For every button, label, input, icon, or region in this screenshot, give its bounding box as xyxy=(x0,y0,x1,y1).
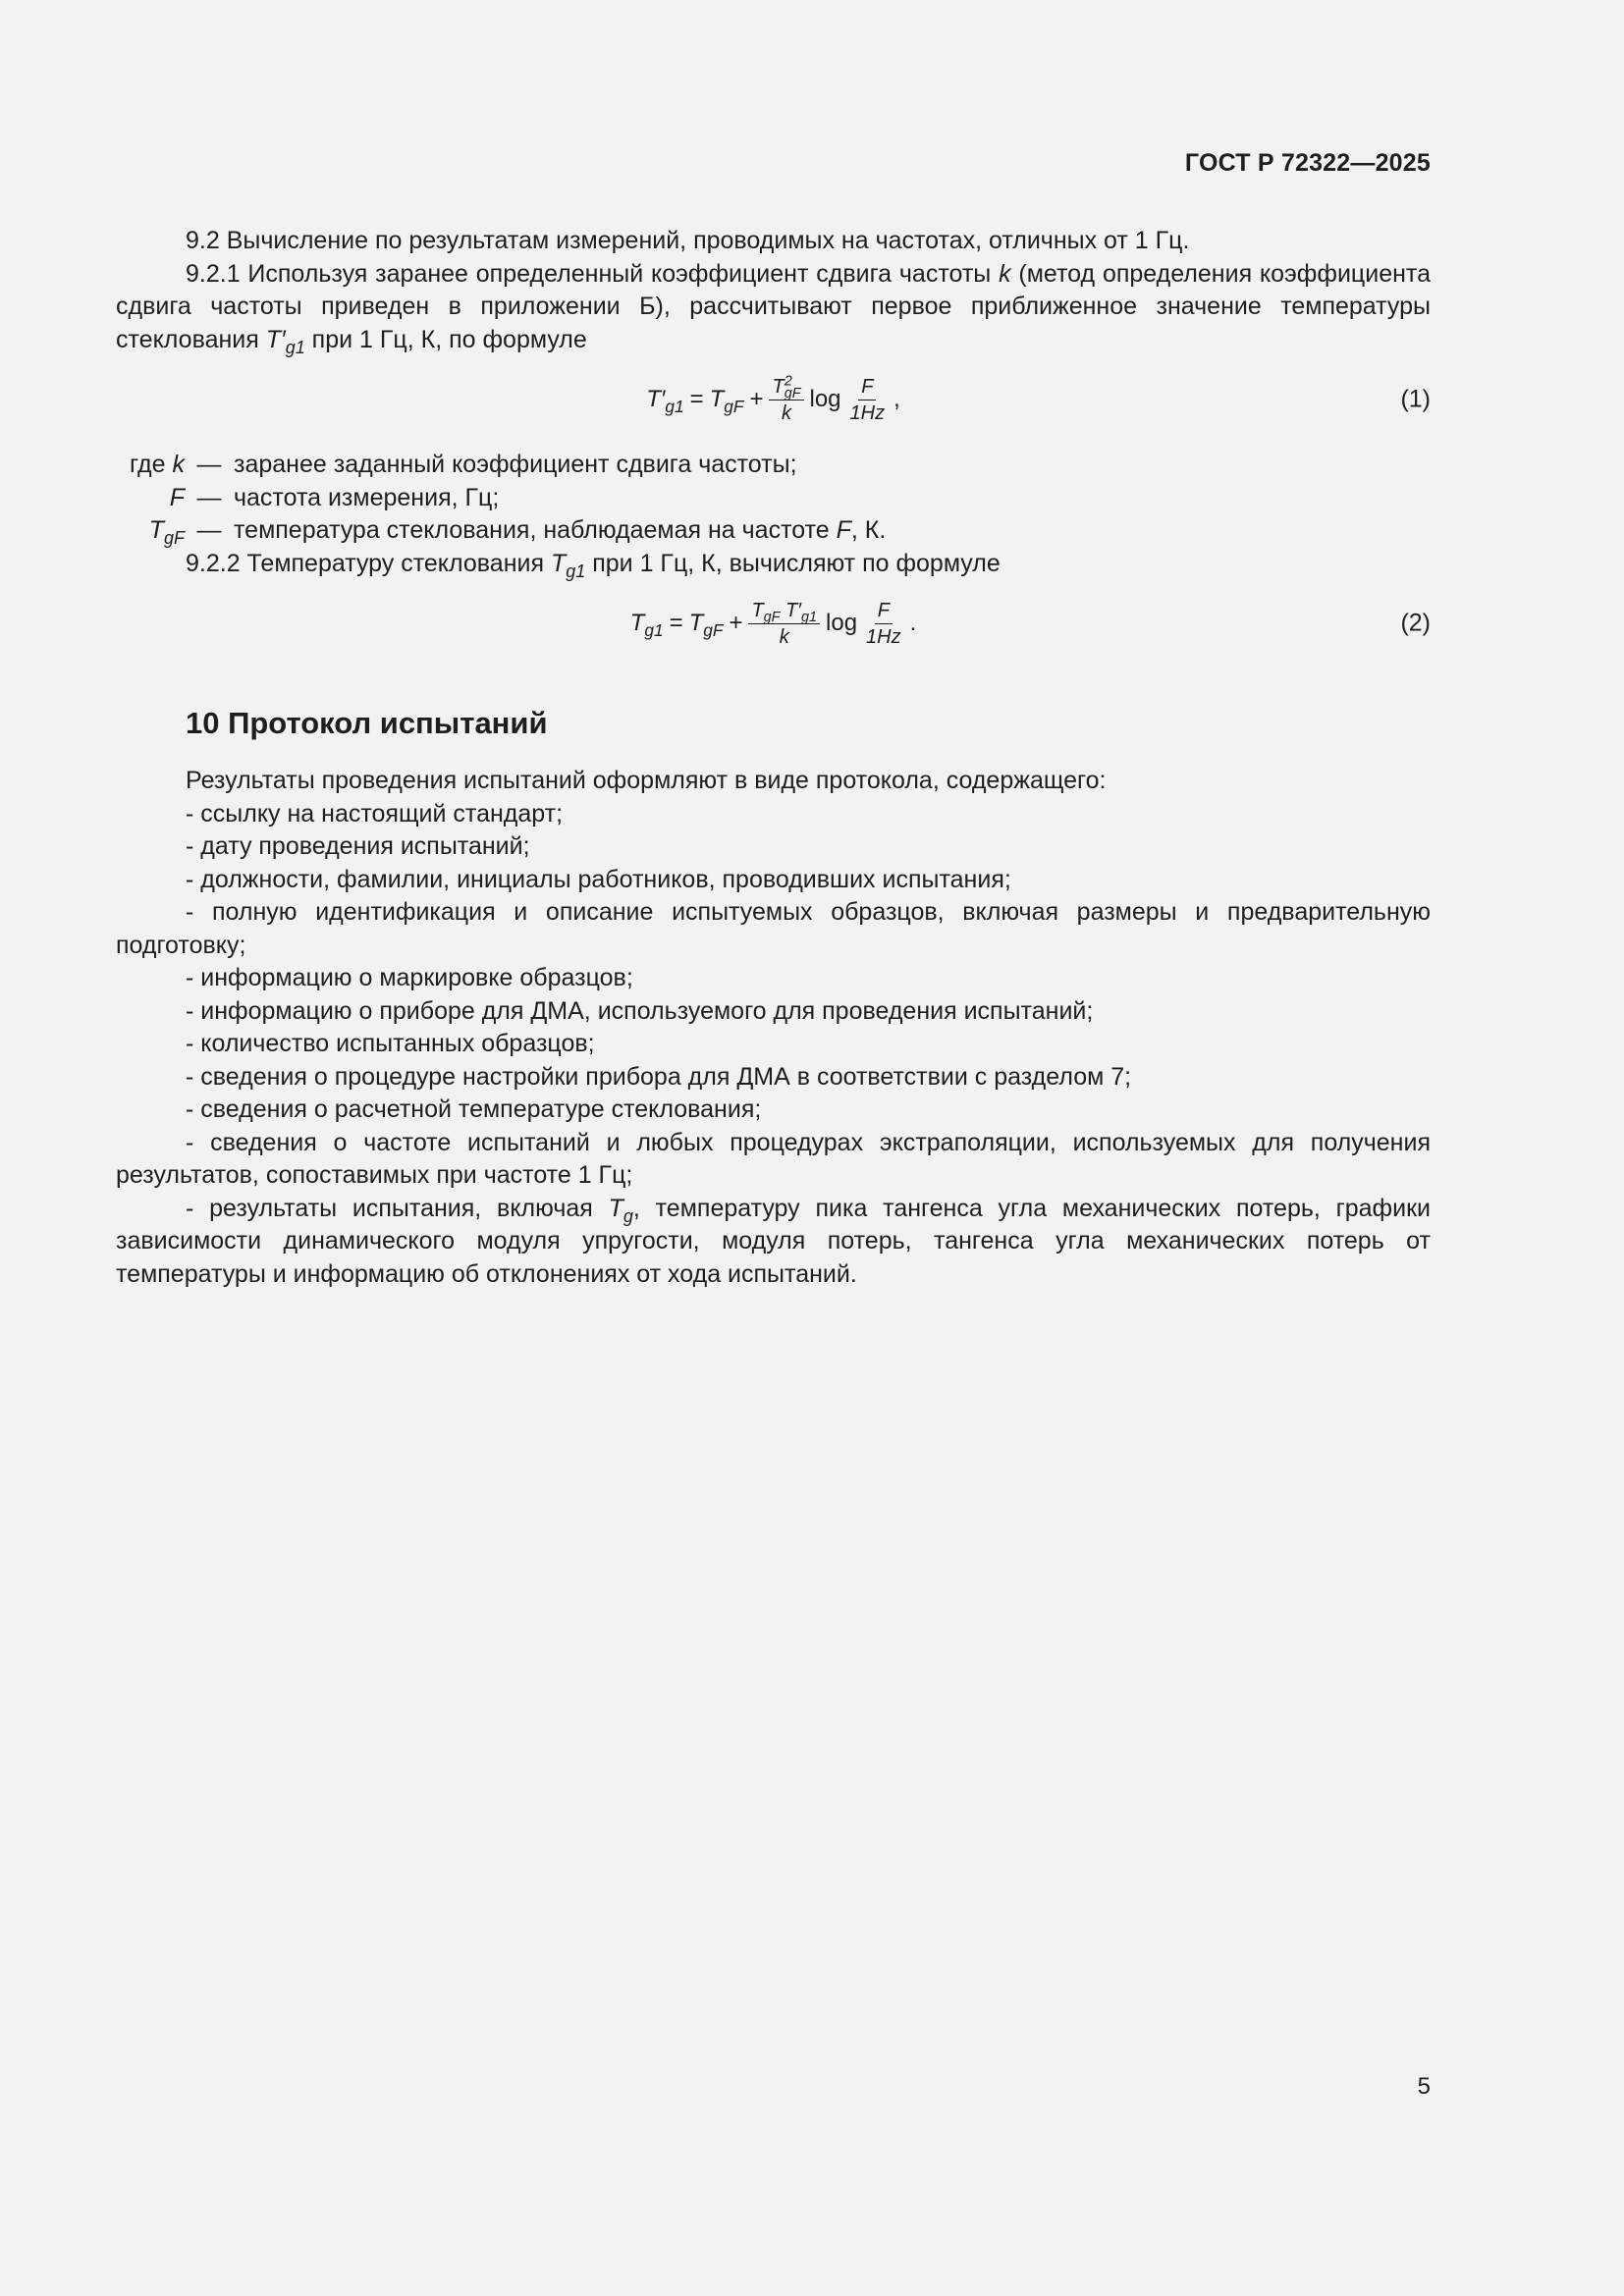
formula-2: $T_{g1}$ = $T_{gF}$ + $\frac{T_{gF} T'_{g1}}{k}$ log $\frac{F}{1Hz}$ . (2) xyxy=(629,599,1431,648)
list-item: - должности, фамилии, инициалы работников, проводивших испытания; xyxy=(186,865,1011,893)
fraction-tgf2-over-k: $\frac{T^2_{gF}}{k}$ xyxy=(769,374,803,426)
fraction-tgf-tg1-over-k: $\frac{T_{gF} T'_{g1}}{k}$ xyxy=(748,598,820,650)
list-item: - информацию о приборе для ДМА, используемого для проведения испытаний; xyxy=(186,996,1094,1025)
definition-f: F — частота измерения, Гц; xyxy=(169,483,500,511)
equation-number-1: (1) xyxy=(1400,385,1431,413)
standard-code: ГОСТ Р 72322—2025 xyxy=(1184,149,1431,177)
list-item: - сведения о частоте испытаний и любых процедурах экстраполяции, используемых для получения результатов, сопоставимых при частоте 1 Гц; xyxy=(116,1128,1431,1189)
list-item: - информацию о маркировке образцов; xyxy=(186,964,633,991)
section-10-heading: 10 Протокол испытаний xyxy=(186,706,548,740)
list-item-results: - результаты испытания, включая $T_g$, температуру пика тангенса угла механических потерь, графики зависимости динамического модуля упругости, модуля потерь, тангенса угла механических потерь от температуры и информацию об отклонениях от хода испытаний. xyxy=(116,1194,1431,1288)
symbol-definitions xyxy=(116,449,1431,548)
subsection-9-2-title: 9.2 Вычисление по результатам измерений, проводимых на частотах, отличных от 1 Гц. xyxy=(186,227,1190,254)
list-item: - количество испытанных образцов; xyxy=(186,1030,595,1057)
definition-k: где k — заранее заданный коэффициент сдвига частоты; xyxy=(130,451,797,478)
symbol-tg1-prime: $T'_{g1}$ xyxy=(265,325,305,357)
paragraph-9-2-1: 9.2.1 Используя заранее определенный коэффициент сдвига частоты k (метод определения коэффициента сдвига частоты приведен в приложении Б), рассчитывают первое приближенное значение температуры стеклования $T'_{g1}$ при 1 Гц, К, по формуле xyxy=(116,259,1431,357)
paragraph-9-2-2: 9.2.2 Температуру стеклования $T_{g1}$ при 1 Гц, К, вычисляют по формуле xyxy=(186,549,1001,581)
equation-number-2: (2) xyxy=(1400,609,1431,637)
list-item: - ссылку на настоящий стандарт; xyxy=(186,799,564,828)
fraction-f-over-1hz: $\frac{F}{1Hz}$ xyxy=(849,375,886,424)
fraction-f-over-1hz-2: $\frac{F}{1Hz}$ xyxy=(866,599,901,648)
page-number: 5 xyxy=(1417,2073,1431,2100)
formula-1: $T'_{g1}$ = $T_{gF}$ + $\frac{T^2_{gF}}{k}$ log $\frac{F}{1Hz}$ , (1) xyxy=(646,372,1431,424)
list-item: - дату проведения испытаний; xyxy=(186,832,530,860)
list-item: - сведения о процедуре настройки прибора для ДМА в соответствии с разделом 7; xyxy=(186,1062,1132,1091)
section-10-intro: Результаты проведения испытаний оформляют в виде протокола, содержащего: xyxy=(186,767,1107,794)
definition-tgf: $T_{gF}$ — температура стеклования, наблюдаемая на частоте F, К. xyxy=(148,516,887,548)
page-content xyxy=(116,225,1431,1291)
list-item: - полную идентификация и описание испытуемых образцов, включая размеры и предварительную подготовку; xyxy=(116,898,1431,959)
list-item: - сведения о расчетной температуре стеклования; xyxy=(186,1095,762,1123)
